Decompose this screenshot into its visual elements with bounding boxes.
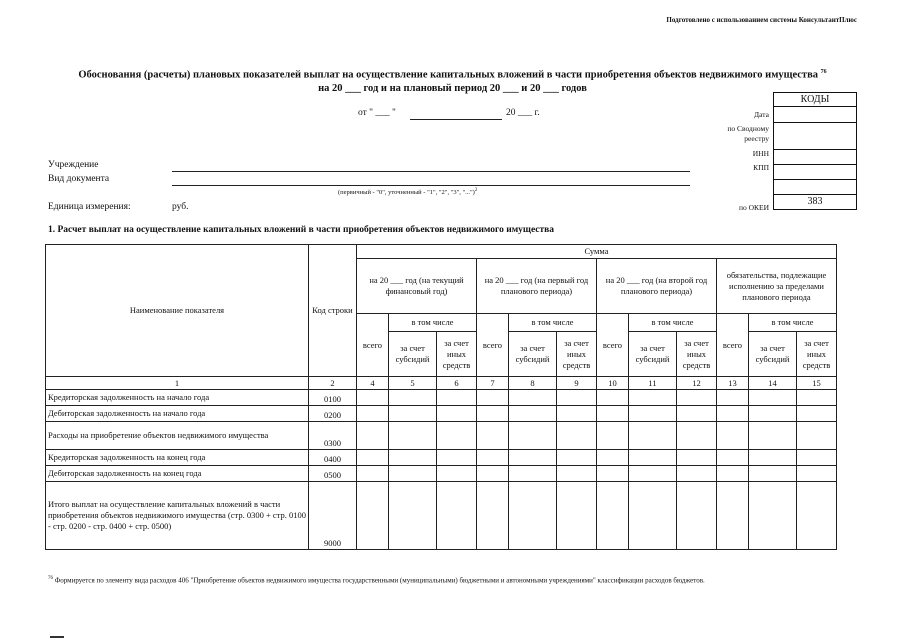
header-period-beyond: обязательства, подлежащие исполнению за пределами планового периода (717, 259, 837, 314)
header-period-first: на 20 ___ год (на первый год планового периода) (477, 259, 597, 314)
row-code: 0100 (309, 390, 357, 406)
value-cell[interactable] (437, 450, 477, 466)
row-code: 0200 (309, 406, 357, 422)
date-month-line[interactable] (410, 119, 502, 120)
header-code: Код строки (309, 245, 357, 377)
value-cell[interactable] (717, 466, 749, 482)
column-number: 1 (46, 377, 309, 390)
value-cell[interactable] (477, 390, 509, 406)
header-incl: в том числе (389, 314, 477, 332)
header-total: всего (477, 314, 509, 377)
value-cell[interactable] (437, 466, 477, 482)
code-okei-cell: 383 (774, 194, 856, 209)
value-cell[interactable] (509, 422, 557, 450)
codes-box (773, 92, 857, 210)
table-row (46, 482, 837, 550)
doc-type-line[interactable] (172, 185, 690, 186)
value-cell[interactable] (477, 482, 509, 550)
column-number: 9 (557, 377, 597, 390)
value-cell[interactable] (389, 422, 437, 450)
value-cell[interactable] (509, 390, 557, 406)
data-rows (46, 390, 837, 550)
row-code: 0500 (309, 466, 357, 482)
institution-label: Учреждение (48, 160, 99, 170)
column-number: 15 (797, 377, 837, 390)
value-cell[interactable] (597, 482, 629, 550)
column-number: 12 (677, 377, 717, 390)
value-cell[interactable] (717, 406, 749, 422)
value-cell[interactable] (389, 406, 437, 422)
column-number: 8 (509, 377, 557, 390)
row-name: Кредиторская задолженность на начало года (46, 390, 309, 406)
value-cell[interactable] (677, 422, 717, 450)
code-inn-cell[interactable] (774, 149, 856, 164)
doc-type-hint (338, 188, 477, 196)
value-cell[interactable] (509, 450, 557, 466)
header-other: за счет иных средств (437, 332, 477, 377)
value-cell[interactable] (557, 406, 597, 422)
column-number: 4 (357, 377, 389, 390)
header-subsidies: за счет субсидий (509, 332, 557, 377)
title-line2: на 20 ___ год и на плановый период 20 ___ и 20 ___ годов (318, 82, 587, 94)
value-cell[interactable] (389, 390, 437, 406)
row-name: Расходы на приобретение объектов недвижимого имущества (46, 422, 309, 450)
table-row (46, 466, 837, 482)
header-incl: в том числе (749, 314, 837, 332)
value-cell[interactable] (677, 390, 717, 406)
table-row (46, 450, 837, 466)
value-cell[interactable] (597, 466, 629, 482)
value-cell[interactable] (477, 466, 509, 482)
value-cell[interactable] (477, 450, 509, 466)
code-blank-cell[interactable] (774, 179, 856, 194)
value-cell[interactable] (557, 466, 597, 482)
value-cell[interactable] (797, 482, 837, 550)
value-cell[interactable] (437, 422, 477, 450)
value-cell[interactable] (749, 390, 797, 406)
value-cell[interactable] (797, 422, 837, 450)
value-cell[interactable] (797, 450, 837, 466)
column-number: 14 (749, 377, 797, 390)
date-year: 20 ___ г. (506, 108, 540, 118)
value-cell[interactable] (557, 482, 597, 550)
value-cell[interactable] (629, 466, 677, 482)
value-cell[interactable] (477, 406, 509, 422)
value-cell[interactable] (629, 450, 677, 466)
code-label-registry: по Сводному реестру (727, 124, 769, 143)
value-cell[interactable] (389, 450, 437, 466)
value-cell[interactable] (557, 390, 597, 406)
unit-value: руб. (172, 202, 189, 212)
header-other: за счет иных средств (677, 332, 717, 377)
footnote-text: Формируется по элементу вида расходов 406 "Приобретение объектов недвижимого имущества государственными (муниципальными) бюджетными и автономными учреждениями" классификации расходов бюджетов. (54, 576, 705, 585)
row-name: Дебиторская задолженность на начало года (46, 406, 309, 422)
value-cell[interactable] (357, 406, 389, 422)
header-subsidies: за счет субсидий (629, 332, 677, 377)
value-cell[interactable] (717, 390, 749, 406)
codes-header: КОДЫ (800, 94, 830, 105)
footnote (48, 574, 858, 585)
value-cell[interactable] (597, 406, 629, 422)
value-cell[interactable] (717, 482, 749, 550)
row-code: 9000 (309, 482, 357, 550)
column-number: 2 (309, 377, 357, 390)
table-row (46, 406, 837, 422)
header-other: за счет иных средств (797, 332, 837, 377)
value-cell[interactable] (357, 422, 389, 450)
header-sum: Сумма (357, 245, 837, 259)
code-registry-cell[interactable] (774, 122, 856, 149)
scan-mark (50, 636, 64, 638)
value-cell[interactable] (477, 422, 509, 450)
code-label-date: Дата (754, 110, 769, 119)
section-title: 1. Расчет выплат на осуществление капитальных вложений в части приобретения объектов недвижимого имущества (48, 225, 555, 235)
value-cell[interactable] (677, 466, 717, 482)
value-cell[interactable] (749, 406, 797, 422)
value-cell[interactable] (749, 466, 797, 482)
calc-table (45, 244, 837, 550)
row-name: Дебиторская задолженность на конец года (46, 466, 309, 482)
row-name: Кредиторская задолженность на конец года (46, 450, 309, 466)
table-row (46, 390, 837, 406)
row-name: Итого выплат на осуществление капитальных вложений в части приобретения объектов недвижимого имущества (стр. 0300 + стр. 0100 - стр. 0200 - стр. 0400 + стр. 0500) (46, 482, 309, 550)
date-prefix: от " ___ " (358, 108, 396, 118)
value-cell[interactable] (357, 390, 389, 406)
value-cell[interactable] (509, 406, 557, 422)
value-cell[interactable] (557, 422, 597, 450)
institution-line[interactable] (172, 171, 690, 172)
value-cell[interactable] (677, 450, 717, 466)
row-code: 0300 (309, 422, 357, 450)
value-cell[interactable] (629, 482, 677, 550)
value-cell[interactable] (629, 422, 677, 450)
row-code: 0400 (309, 450, 357, 466)
value-cell[interactable] (597, 450, 629, 466)
header-period-second: на 20 ___ год (на второй год планового периода) (597, 259, 717, 314)
value-cell[interactable] (437, 390, 477, 406)
header-incl: в том числе (629, 314, 717, 332)
column-number: 10 (597, 377, 629, 390)
value-cell[interactable] (717, 450, 749, 466)
value-cell[interactable] (557, 450, 597, 466)
value-cell[interactable] (749, 422, 797, 450)
value-cell[interactable] (597, 422, 629, 450)
value-cell[interactable] (717, 422, 749, 450)
form-title (0, 66, 905, 95)
doc-type-label: Вид документа (48, 174, 110, 184)
header-total: всего (717, 314, 749, 377)
value-cell[interactable] (797, 466, 837, 482)
header-subsidies: за счет субсидий (389, 332, 437, 377)
header-total: всего (357, 314, 389, 377)
header-period-current: на 20 ___ год (на текущий финансовый год) (357, 259, 477, 314)
code-kpp-cell[interactable] (774, 164, 856, 179)
value-cell[interactable] (509, 482, 557, 550)
value-cell[interactable] (749, 450, 797, 466)
value-cell[interactable] (509, 466, 557, 482)
value-cell[interactable] (797, 406, 837, 422)
footnote-mark: 76 (48, 576, 53, 581)
value-cell[interactable] (797, 390, 837, 406)
header-total: всего (597, 314, 629, 377)
doc-type-hint-sup: 2 (474, 188, 478, 193)
value-cell[interactable] (629, 390, 677, 406)
value-cell[interactable] (749, 482, 797, 550)
unit-label: Единица измерения: (48, 202, 131, 212)
table-row (46, 422, 837, 450)
code-label-kpp: КПП (753, 163, 769, 172)
column-number: 6 (437, 377, 477, 390)
column-numbers-row (46, 377, 837, 390)
header-subsidies: за счет субсидий (749, 332, 797, 377)
header-incl: в том числе (509, 314, 597, 332)
value-cell[interactable] (357, 450, 389, 466)
value-cell[interactable] (597, 390, 629, 406)
column-number: 11 (629, 377, 677, 390)
value-cell[interactable] (677, 406, 717, 422)
code-label-inn: ИНН (752, 149, 769, 158)
value-cell[interactable] (357, 482, 389, 550)
header-other: за счет иных средств (557, 332, 597, 377)
value-cell[interactable] (389, 466, 437, 482)
value-cell[interactable] (677, 482, 717, 550)
code-date-cell[interactable] (774, 106, 856, 122)
column-number: 7 (477, 377, 509, 390)
value-cell[interactable] (389, 482, 437, 550)
title-footnote-mark: 76 (820, 69, 827, 75)
value-cell[interactable] (629, 406, 677, 422)
header-note: Подготовлено с использованием системы КонсультантПлюс (666, 16, 857, 24)
value-cell[interactable] (437, 406, 477, 422)
value-cell[interactable] (357, 466, 389, 482)
header-name: Наименование показателя (46, 245, 309, 377)
doc-type-hint-text: (первичный - "0", уточненный - "1", "2", "3", "...") (338, 189, 475, 197)
column-number: 13 (717, 377, 749, 390)
code-label-okei: по ОКЕИ (738, 203, 769, 212)
column-number: 5 (389, 377, 437, 390)
title-line1: Обоснования (расчеты) плановых показателей выплат на осуществление капитальных вложений в части приобретения объектов недвижимого имущества (78, 69, 818, 81)
value-cell[interactable] (437, 482, 477, 550)
